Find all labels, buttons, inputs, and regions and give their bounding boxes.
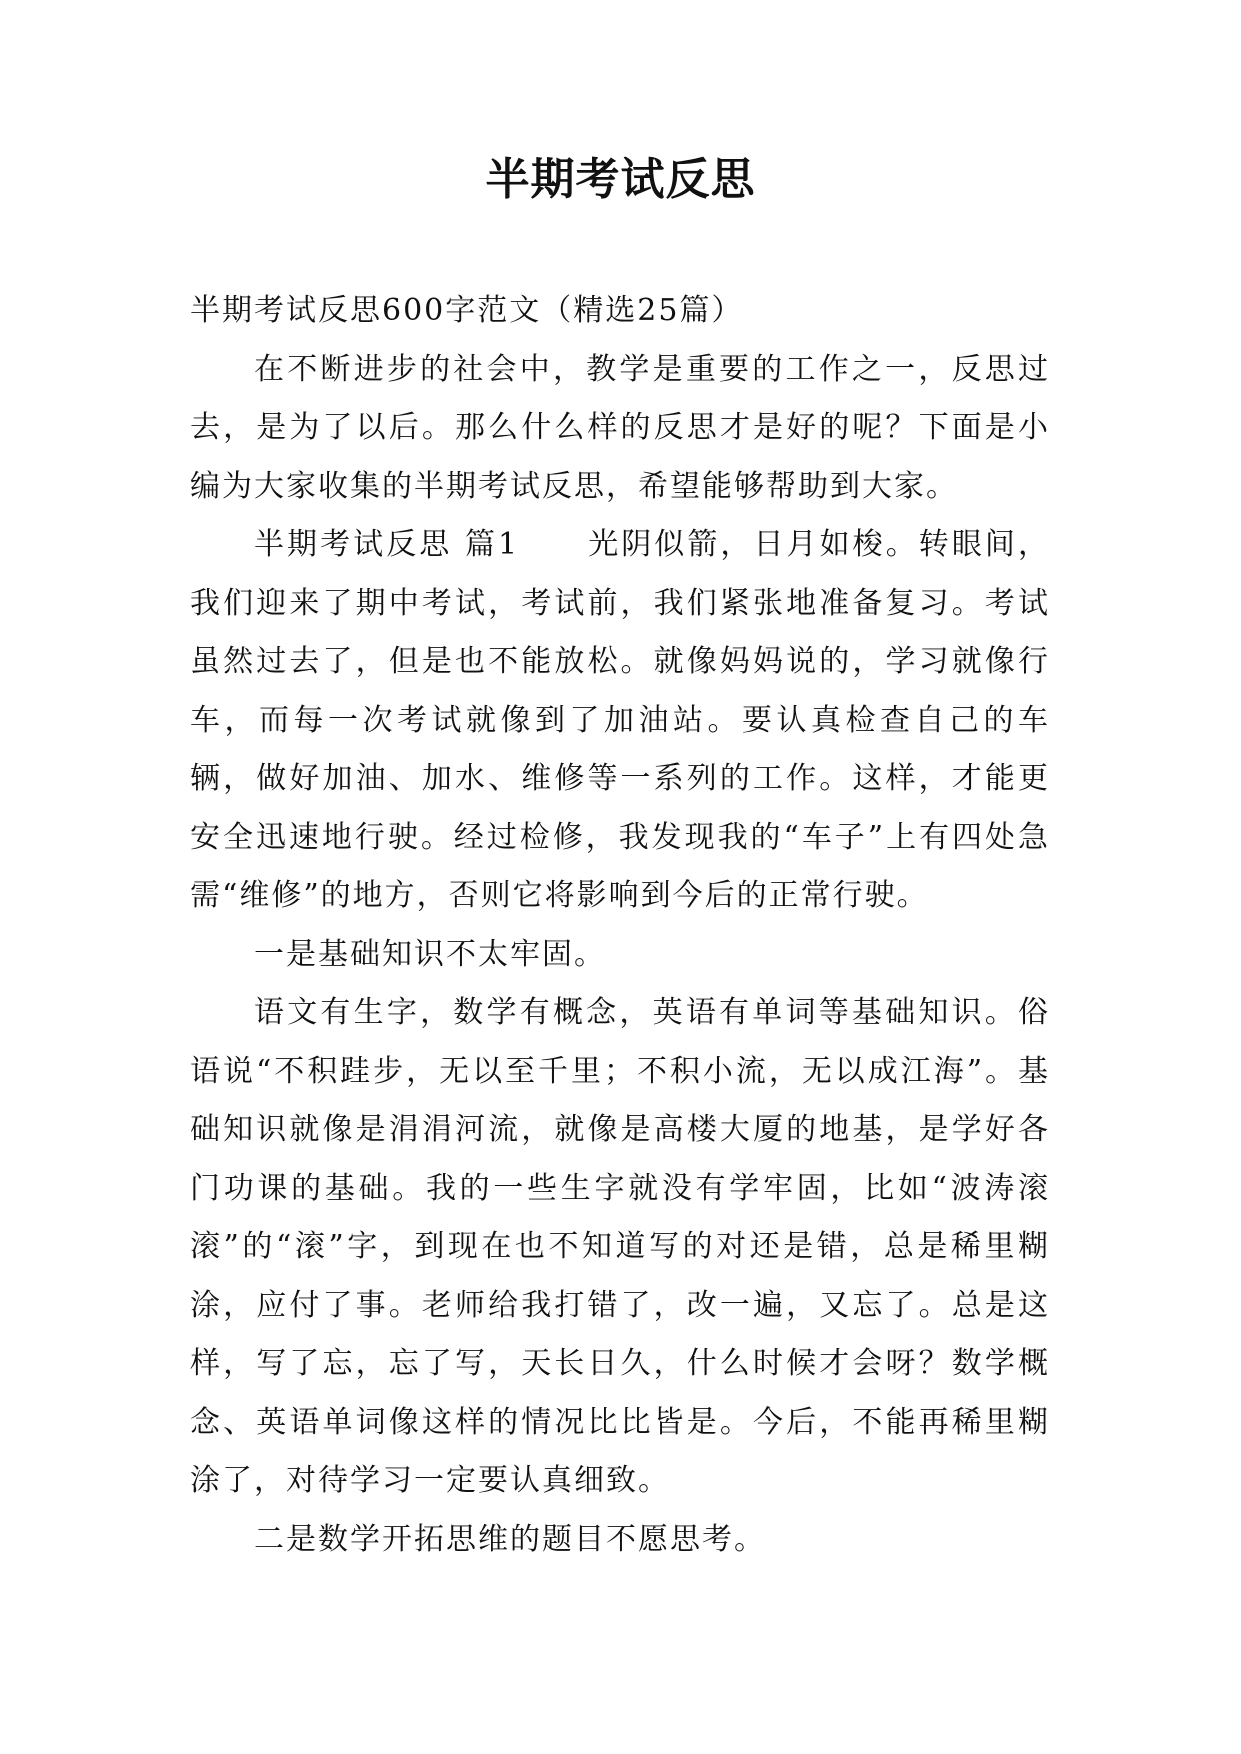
- section-1-paragraph: [190, 516, 1050, 926]
- intro-paragraph: 在不断进步的社会中，教学是重要的工作之一，反思过去，是为了以后。那么什么样的反思才是好的呢？下面是小编为大家收集的半期考试反思，希望能够帮助到大家。: [190, 351, 1050, 504]
- document-title: 半期考试反思: [485, 154, 756, 205]
- section-1-text: 光阴似箭，日月如梭。转眼间，我们迎来了期中考试，考试前，我们紧张地准备复习。考试虽然过去了，但是也不能放松。就像妈妈说的，学习就像行车，而每一次考试就像到了加油站。要认真检查自己的车辆，做好加油、加水、维修等一系列的工作。这样，才能更安全迅速地行驶。经过检修，我发现我的“车子”上有四处急需“维修”的地方，否则它将影响到今后的正常行驶。: [190, 527, 1050, 913]
- section-1-heading: 半期考试反思 篇1: [254, 527, 520, 562]
- point-2-heading: 二是数学开拓思维的题目不愿思考。: [254, 1521, 766, 1557]
- point-1-detail: 语文有生字，数学有概念，英语有单词等基础知识。俗语说“不积跬步，无以至千里；不积小流，无以成江海”。基础知识就像是涓涓河流，就像是高楼大厦的地基，是学好各门功课的基础。我的一些生字就没有学牢固，比如“波涛滚滚”的“滚”字，到现在也不知道写的对还是错，总是稀里糊涂，应付了事。老师给我打错了，改一遍，又忘了。总是这样，写了忘，忘了写，天长日久，什么时候才会呀？数学概念、英语单词像这样的情况比比皆是。今后，不能再稀里糊涂了，对待学习一定要认真细致。: [190, 995, 1050, 1498]
- document-subtitle: 半期考试反思600字范文（精选25篇）: [190, 293, 744, 328]
- document-body: [190, 282, 1050, 1569]
- point-1-heading: 一是基础知识不太牢固。: [254, 936, 606, 972]
